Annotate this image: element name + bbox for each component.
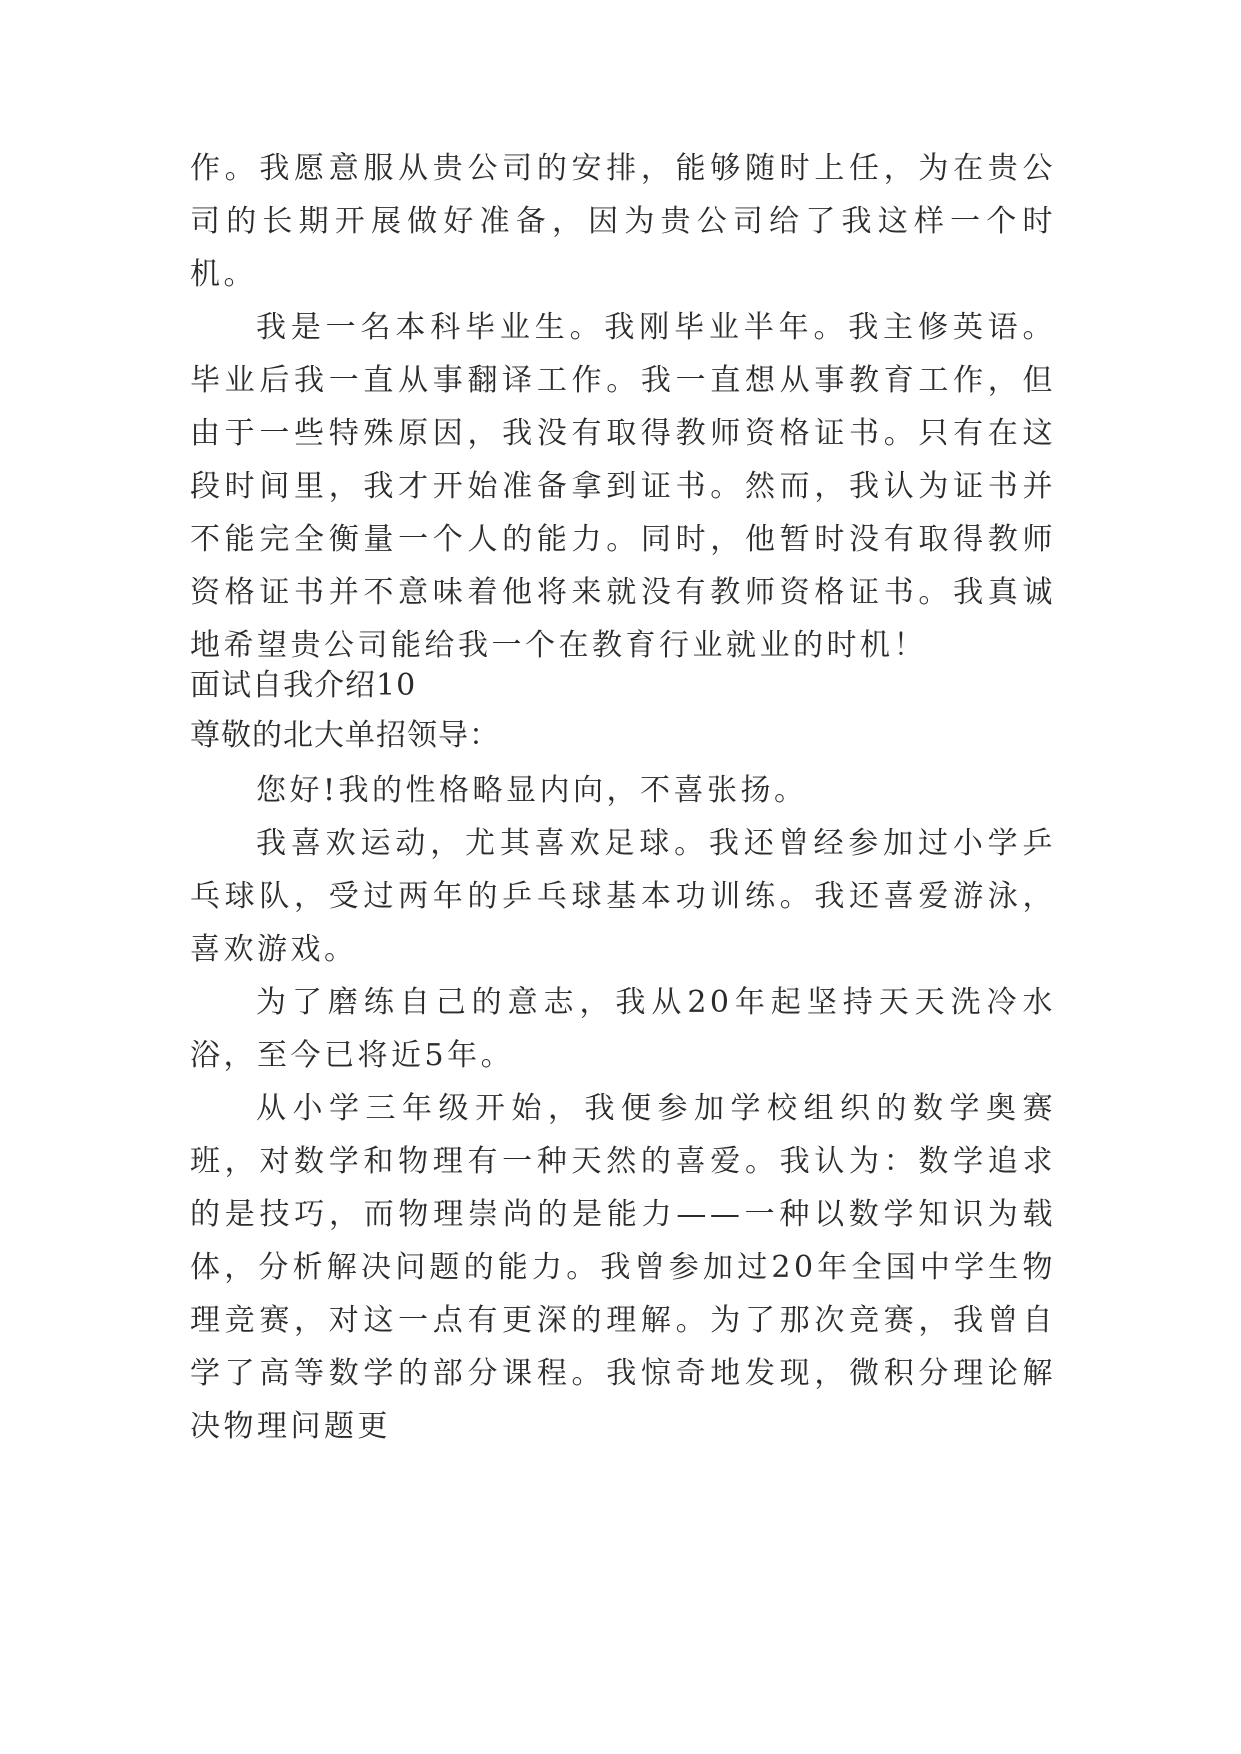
paragraph-math-physics: 从小学三年级开始，我便参加学校组织的数学奥赛班，对数学和物理有一种天然的喜爱。我认为：数学追求的是技巧，而物理崇尚的是能力——一种以数学知识为载体，分析解决问题的能力。我曾参加过20年全国中学生物理竞赛，对这一点有更深的理解。为了那次竞赛，我曾自学了高等数学的部分课程。我惊奇地发现，微积分理论解决物理问题更 xyxy=(190,1091,1056,1444)
salutation: 尊敬的北大单招领导： xyxy=(190,718,500,753)
paragraph-cold-bath: 为了磨练自己的意志，我从20年起坚持天天洗冷水浴，至今已将近5年。 xyxy=(190,985,1056,1073)
paragraph-graduate: 我是一名本科毕业生。我刚毕业半年。我主修英语。毕业后我一直从事翻译工作。我一直想从事教育工作，但由于一些特殊原因，我没有取得教师资格证书。只有在这段时间里，我才开始准备拿到证书。然而，我认为证书并不能完全衡量一个人的能力。同时，他暂时没有取得教师资格证书并不意味着他将来就没有教师资格证书。我真诚地希望贵公司能给我一个在教育行业就业的时机！ xyxy=(190,310,1056,663)
section-title: 面试自我介绍10 xyxy=(190,668,417,703)
paragraph-sports: 我喜欢运动，尤其喜欢足球。我还曾经参加过小学乒乓球队，受过两年的乒乓球基本功训练。我还喜爱游泳，喜欢游戏。 xyxy=(190,826,1056,967)
paragraph-continuation: 作。我愿意服从贵公司的安排，能够随时上任，为在贵公司的长期开展做好准备，因为贵公司给了我这样一个时机。 xyxy=(190,151,1056,292)
body-text-block xyxy=(190,764,1056,1453)
top-text-block xyxy=(190,142,1056,672)
paragraph-greeting: 您好!我的性格略显内向，不喜张扬。 xyxy=(256,773,808,808)
